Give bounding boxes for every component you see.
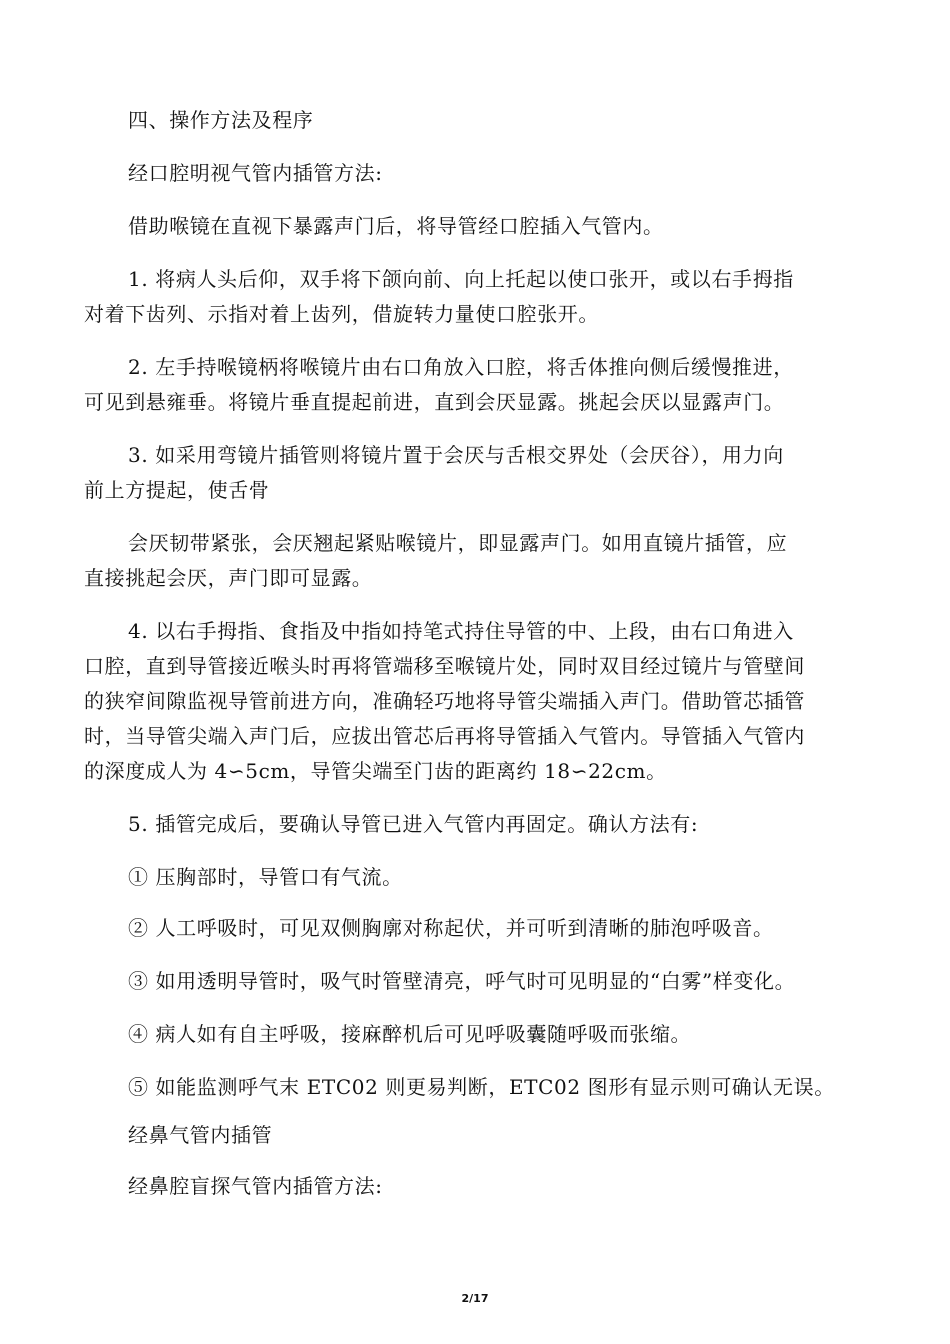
- step3-cont-line1: 会厌韧带紧张，会厌翘起紧贴喉镜片，即显露声门。如用直镜片插管，应: [128, 531, 788, 555]
- step2-line1: 2. 左手持喉镜柄将喉镜片由右口角放入口腔，将舌体推向侧后缓慢推进，: [128, 355, 794, 379]
- step1-line1: 1. 将病人头后仰，双手将下颌向前、向上托起以使口张开，或以右手拇指: [128, 267, 794, 291]
- step4-line4: 时，当导管尖端入声门后，应拔出管芯后再将导管插入气管内。导管插入气管内: [84, 724, 805, 748]
- step2-line2: 可见到悬雍垂。将镜片垂直提起前进，直到会厌显露。挑起会厌以显露声门。: [84, 390, 785, 414]
- section2-title: 经鼻气管内插管: [128, 1123, 273, 1147]
- step4-line3: 的狭窄间隙监视导管前进方向，准确轻巧地将导管尖端插入声门。借助管芯插管: [84, 689, 805, 713]
- section2-subtitle: 经鼻腔盲探气管内插管方法:: [128, 1174, 383, 1198]
- intro-paragraph: 借助喉镜在直视下暴露声门后，将导管经口腔插入气管内。: [128, 214, 664, 238]
- confirm-item-5: ⑤ 如能监测呼气末 ETC02 则更易判断，ETC02 图形有显示则可确认无误。: [128, 1075, 835, 1099]
- step4-line5: 的深度成人为 4∽5cm，导管尖端至门齿的距离约 18∽22cm。: [84, 759, 667, 783]
- page-number: 2/17: [461, 1292, 489, 1305]
- step4-line2: 口腔，直到导管接近喉头时再将管端移至喉镜片处，同时双目经过镜片与管壁间: [84, 654, 805, 678]
- step5-paragraph: 5. 插管完成后，要确认导管已进入气管内再固定。确认方法有:: [128, 812, 699, 836]
- section-heading: 四、操作方法及程序: [128, 108, 314, 132]
- confirm-item-1: ① 压胸部时，导管口有气流。: [128, 865, 403, 889]
- confirm-item-2: ② 人工呼吸时，可见双侧胸廓对称起伏，并可听到清晰的肺泡呼吸音。: [128, 916, 774, 940]
- confirm-item-4: ④ 病人如有自主呼吸，接麻醉机后可见呼吸囊随呼吸而张缩。: [128, 1022, 692, 1046]
- step3-line1: 3. 如采用弯镜片插管则将镜片置于会厌与舌根交界处（会厌谷），用力向: [128, 443, 784, 467]
- confirm-item-3: ③ 如用透明导管时，吸气时管壁清亮，呼气时可见明显的“白雾”样变化。: [128, 969, 796, 993]
- step3-line2: 前上方提起，使舌骨: [84, 478, 270, 502]
- step4-line1: 4. 以右手拇指、食指及中指如持笔式持住导管的中、上段，由右口角进入: [128, 619, 794, 643]
- section1-title: 经口腔明视气管内插管方法:: [128, 161, 383, 185]
- step3-cont-line2: 直接挑起会厌，声门即可显露。: [84, 566, 373, 590]
- step1-line2: 对着下齿列、示指对着上齿列，借旋转力量使口腔张开。: [84, 302, 599, 326]
